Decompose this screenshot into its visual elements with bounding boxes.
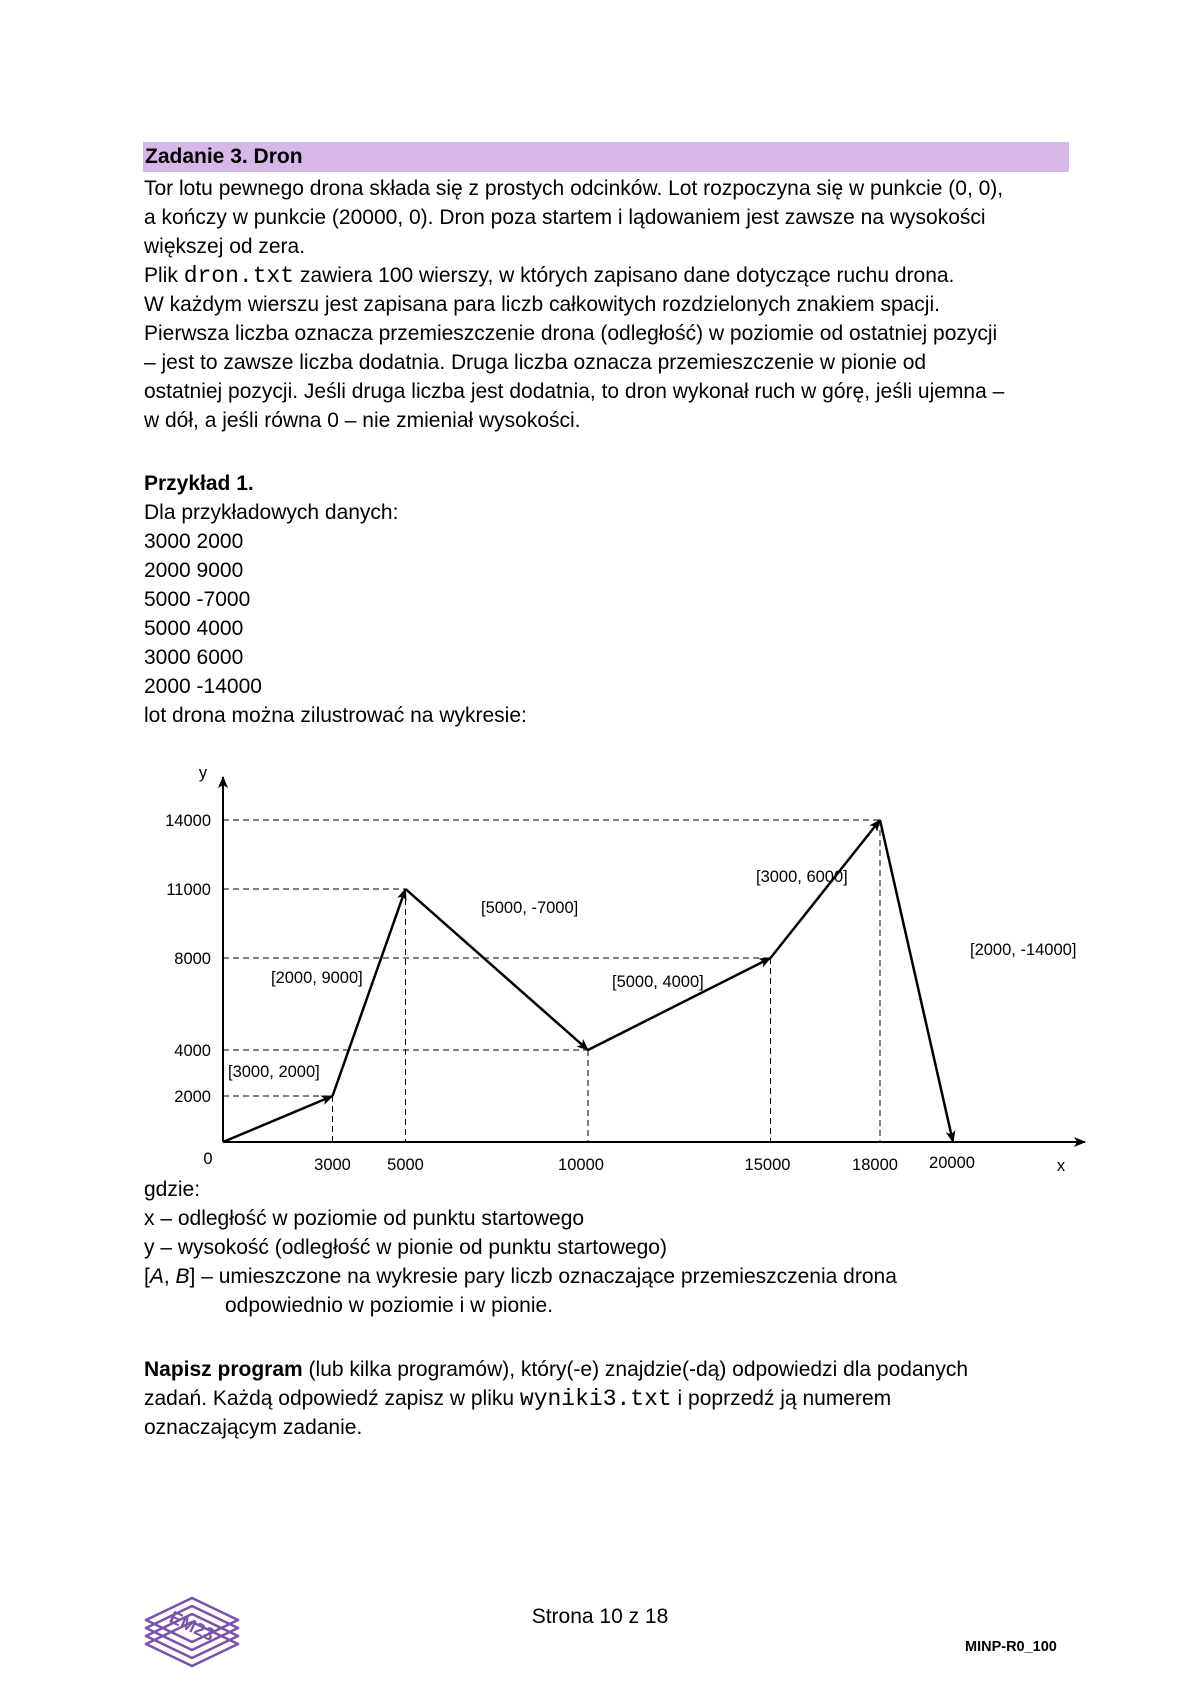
y-axis-label: y <box>198 764 208 782</box>
task-line-2 <box>144 1384 891 1415</box>
file-name-wyniki: wyniki3.txt <box>519 1386 672 1412</box>
legend-lead: gdzie: <box>144 1178 201 1201</box>
legend-x: x – odległość w poziomie od punktu startowego <box>144 1207 585 1230</box>
desc-line-1: W każdym wierszu jest zapisana para liczb całkowitych rozdzielonych znakiem spacji. <box>144 293 940 316</box>
segment-label: [2000, 9000] <box>271 969 363 987</box>
flight-segment <box>880 820 953 1142</box>
example-row: 3000 2000 <box>144 530 244 553</box>
x-tick-label: 3000 <box>314 1156 351 1174</box>
x-tick-label: 20000 <box>929 1154 975 1172</box>
task-line-1 <box>144 1355 968 1385</box>
desc-line-2: Pierwsza liczba oznacza przemieszczenie drona (odległość) w poziomie od ostatniej pozycji <box>144 322 998 345</box>
segment-label: [5000, 4000] <box>612 973 704 991</box>
legend-ab <box>144 1262 897 1292</box>
example-heading: Przykład 1. <box>144 472 254 495</box>
task-line-3: oznaczającym zadanie. <box>144 1416 363 1439</box>
segment-label: [5000, -7000] <box>481 899 579 917</box>
flight-segment <box>771 820 881 958</box>
exam-code: MINP-R0_100 <box>965 1639 1057 1655</box>
intro-line-1: Tor lotu pewnego drona składa się z prostych odcinków. Lot rozpoczyna się w punkcie (0, 0), <box>144 177 1004 200</box>
task-heading: Zadanie 3. Dron <box>143 142 1069 172</box>
svg-text:EM23: EM23 <box>166 1606 218 1646</box>
flight-segment <box>588 958 771 1050</box>
desc-line-4: ostatniej pozycji. Jeśli druga liczba jest dodatnia, to dron wykonał ruch w górę, jeśli ujemna – <box>144 380 1005 403</box>
legend-ab-open: [ <box>144 1265 150 1288</box>
legend-y: y – wysokość (odległość w pionie od punktu startowego) <box>144 1236 667 1259</box>
example-after: lot drona można zilustrować na wykresie: <box>144 704 527 727</box>
segment-label: [2000, -14000] <box>970 941 1077 959</box>
y-tick-label: 8000 <box>174 950 211 968</box>
desc-line-3: – jest to zawsze liczba dodatnia. Druga liczba oznacza przemieszczenie w pionie od <box>144 351 927 374</box>
origin-label: 0 <box>203 1150 213 1168</box>
flight-segment <box>223 1096 333 1142</box>
task-rest-1: (lub kilka programów), który(-e) znajdzie(-dą) odpowiedzi dla podanych <box>302 1358 968 1381</box>
file-name-dron: dron.txt <box>183 263 295 289</box>
legend-ab-comma: , <box>163 1265 176 1288</box>
example-row: 3000 6000 <box>144 646 244 669</box>
example-row: 2000 9000 <box>144 559 244 582</box>
y-tick-label: 11000 <box>166 881 211 899</box>
file-line-after: zawiera 100 wierszy, w których zapisano dane dotyczące ruchu drona. <box>294 264 955 287</box>
legend-ab-b: B <box>175 1265 190 1288</box>
y-tick-label: 4000 <box>174 1042 211 1060</box>
file-line-before: Plik <box>144 264 184 287</box>
flight-segment <box>333 889 406 1096</box>
task-line-2-before: zadań. Każdą odpowiedź zapisz w pliku <box>144 1387 520 1410</box>
example-row: 5000 4000 <box>144 617 244 640</box>
y-tick-label: 14000 <box>165 812 211 830</box>
legend-ab-continued: odpowiednio w poziomie i w pionie. <box>225 1294 554 1317</box>
segment-label: [3000, 6000] <box>756 868 848 886</box>
x-tick-label: 5000 <box>387 1156 424 1174</box>
x-tick-label: 10000 <box>558 1156 604 1174</box>
x-tick-label: 18000 <box>852 1156 898 1174</box>
desc-line-5: w dół, a jeśli równa 0 – nie zmieniał wysokości. <box>144 409 581 432</box>
y-tick-label: 2000 <box>174 1088 211 1106</box>
example-row: 2000 -14000 <box>144 675 262 698</box>
legend-ab-a: A <box>149 1265 164 1288</box>
example-lead: Dla przykładowych danych: <box>144 501 399 524</box>
page-number: Strona 10 z 18 <box>531 1605 669 1628</box>
segment-label: [3000, 2000] <box>228 1063 320 1081</box>
task-line-2-after: i poprzedź ją numerem <box>671 1387 892 1410</box>
x-axis-label: x <box>1056 1157 1066 1175</box>
example-row: 5000 -7000 <box>144 588 251 611</box>
task-bold: Napisz program <box>144 1358 303 1381</box>
intro-line-3: większej od zera. <box>144 235 306 258</box>
x-tick-label: 15000 <box>744 1156 791 1174</box>
legend-ab-close: ] – umieszczone na wykresie pary liczb oznaczające przemieszczenia drona <box>189 1265 897 1288</box>
intro-line-2: a kończy w punkcie (20000, 0). Dron poza startem i lądowaniem jest zawsze na wysokości <box>144 206 986 229</box>
